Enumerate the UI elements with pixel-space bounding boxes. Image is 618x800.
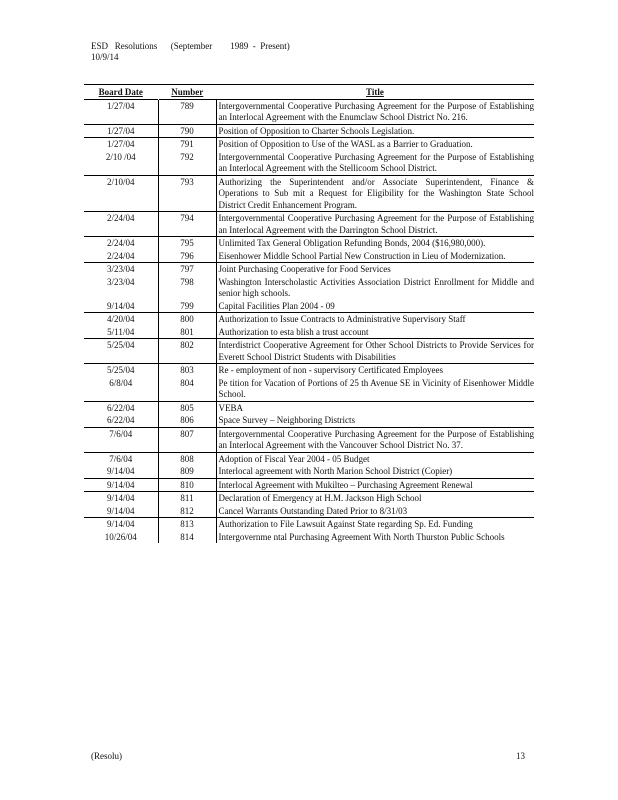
board-date-cell: 6/22/04 xyxy=(84,401,158,414)
resolution-number-cell: 793 xyxy=(158,175,216,212)
table-row xyxy=(84,377,534,402)
table-row xyxy=(84,212,534,237)
resolution-number-cell: 802 xyxy=(158,339,216,364)
table-row xyxy=(84,531,534,544)
table-row xyxy=(84,99,534,124)
resolution-title-cell: Intergovernmental Cooperative Purchasing Agreement for the Purpose of Establishing an Interlocal Agreement with the Darrington School District. xyxy=(216,212,534,237)
table-row xyxy=(84,465,534,478)
resolution-title-cell: Authorizing the Superintendent and/or Associate Superintendent, Finance & Operations to Sub mit a Request for Eligibility for the Washington State School District Credit Enhancement Program. xyxy=(216,175,534,212)
table-row xyxy=(84,427,534,452)
table-row xyxy=(84,326,534,339)
resolution-title-cell: Intergovernmental Cooperative Purchasing Agreement for the Purpose of Establishing an Interlocal Agreement with the Enumclaw School District No. 216. xyxy=(216,99,534,124)
resolution-number-cell: 810 xyxy=(158,478,216,492)
board-date-cell: 2/24/04 xyxy=(106,250,135,261)
table-row xyxy=(84,505,534,518)
column-header-title: Title xyxy=(216,85,534,100)
resolution-number-cell: 812 xyxy=(158,505,216,518)
resolution-title-cell: Space Survey – Neighboring Districts xyxy=(216,414,534,427)
board-date-cell: 9/14/04 xyxy=(84,518,158,531)
board-date-cell: 3/23/04 xyxy=(84,263,158,276)
resolution-number-cell: 801 xyxy=(158,326,216,339)
table-row xyxy=(84,478,534,492)
table-row xyxy=(84,492,534,505)
resolution-title-cell: Authorization to File Lawsuit Against State regarding Sp. Ed. Funding xyxy=(216,518,534,531)
board-date-cell: 1/27/04 xyxy=(84,124,158,138)
table-row xyxy=(84,276,534,300)
table-row xyxy=(84,263,534,276)
resolution-title-cell: Washington Interscholastic Activities Association District Enrollment for Middle and senior high schools. xyxy=(216,276,534,300)
board-date-cell: 9/14/04 xyxy=(84,478,158,492)
board-date-cell: 7/6/04 xyxy=(84,427,158,452)
page-header xyxy=(91,41,290,63)
resolution-title-cell: Interlocal Agreement with Mukilteo – Purchasing Agreement Renewal xyxy=(216,478,534,492)
board-date-cell: 5/25/04 xyxy=(84,364,158,377)
board-date-cell: 5/11/04 xyxy=(107,326,135,337)
resolution-number-cell: 798 xyxy=(158,276,216,300)
resolution-number-cell: 789 xyxy=(158,99,216,124)
resolution-title-cell: Authorization to esta blish a trust account xyxy=(216,326,534,339)
board-date-cell: 2/10 /04 xyxy=(105,151,136,162)
board-date-cell: 5/25/04 xyxy=(84,339,158,364)
resolution-number-cell: 797 xyxy=(158,263,216,276)
table-row xyxy=(84,300,534,313)
resolution-number-cell: 813 xyxy=(158,518,216,531)
header-title: ESD Resolutions (September 1989 - Present) xyxy=(91,41,290,51)
resolution-number-cell: 800 xyxy=(158,313,216,326)
resolution-title-cell: Intergovernmental Cooperative Purchasing Agreement for the Purpose of Establishing an Interlocal Agreement with the Stellicoom School District. xyxy=(216,151,534,176)
resolution-number-cell: 811 xyxy=(158,492,216,505)
table-row xyxy=(84,124,534,138)
table-row xyxy=(84,237,534,250)
board-date-cell: 10/26/04 xyxy=(104,531,137,542)
resolutions-table xyxy=(84,84,534,543)
resolution-number-cell: 806 xyxy=(158,414,216,427)
column-header-board-date: Board Date xyxy=(84,85,158,100)
column-header-number: Number xyxy=(158,85,216,100)
resolution-title-cell: Declaration of Emergency at H.M. Jackson High School xyxy=(216,492,534,505)
resolution-title-cell: Re - employment of non - supervisory Certificated Employees xyxy=(216,364,534,377)
table-header-row xyxy=(84,85,534,100)
footer-label: (Resolu) xyxy=(91,751,122,761)
resolution-number-cell: 794 xyxy=(158,212,216,237)
board-date-cell: 6/22/04 xyxy=(106,415,135,425)
resolution-number-cell: 791 xyxy=(158,138,216,151)
resolution-title-cell: Joint Purchasing Cooperative for Food Services xyxy=(216,263,534,276)
resolution-title-cell: Pe tition for Vacation of Portions of 25 th Avenue SE in Vicinity of Eisenhower Middle School. xyxy=(216,377,534,402)
table-row xyxy=(84,138,534,151)
resolution-number-cell: 814 xyxy=(158,531,216,544)
resolution-title-cell: Capital Facilities Plan 2004 - 09 xyxy=(216,300,534,313)
resolution-title-cell: VEBA xyxy=(216,401,534,414)
resolution-title-cell: Authorization to Issue Contracts to Administrative Supervisory Staff xyxy=(216,313,534,326)
resolution-title-cell: Cancel Warrants Outstanding Dated Prior to 8/31/03 xyxy=(216,505,534,518)
resolution-number-cell: 796 xyxy=(158,250,216,263)
board-date-cell: 1/27/04 xyxy=(84,99,158,124)
resolution-number-cell: 803 xyxy=(158,364,216,377)
resolution-title-cell: Intergovernme ntal Purchasing Agreement With North Thurston Public Schools xyxy=(216,531,534,544)
table-row xyxy=(84,151,534,176)
table-row xyxy=(84,250,534,263)
table-row xyxy=(84,452,534,465)
page-number: 13 xyxy=(516,751,525,761)
board-date-cell: 6/8/04 xyxy=(109,377,133,388)
resolution-number-cell: 804 xyxy=(158,377,216,402)
board-date-cell: 1/27/04 xyxy=(84,138,158,151)
table-row xyxy=(84,364,534,377)
resolution-number-cell: 809 xyxy=(158,465,216,478)
table-row xyxy=(84,313,534,326)
resolution-title-cell: Interlocal agreement with North Marion School District (Copier) xyxy=(216,465,534,478)
board-date-cell: 2/24/04 xyxy=(84,212,158,237)
resolution-number-cell: 792 xyxy=(158,151,216,176)
table-body xyxy=(84,99,534,543)
resolution-title-cell: Position of Opposition to Use of the WASL as a Barrier to Graduation. xyxy=(216,138,534,151)
resolution-number-cell: 805 xyxy=(158,401,216,414)
resolution-number-cell: 790 xyxy=(158,124,216,138)
table-row xyxy=(84,401,534,414)
resolution-title-cell: Unlimited Tax General Obligation Refunding Bonds, 2004 ($16,980,000). xyxy=(216,237,534,250)
table-row xyxy=(84,518,534,531)
table-row xyxy=(84,414,534,427)
board-date-cell: 9/14/04 xyxy=(84,492,158,505)
board-date-cell: 2/24/04 xyxy=(84,237,158,250)
board-date-cell: 9/14/04 xyxy=(106,300,135,311)
board-date-cell: 7/6/04 xyxy=(84,452,158,465)
resolution-title-cell: Intergovernmental Cooperative Purchasing Agreement for the Purpose of Establishing an Interlocal Agreement with the Vancouver School District No. 37. xyxy=(216,427,534,452)
resolution-title-cell: Eisenhower Middle School Partial New Construction in Lieu of Modernization. xyxy=(216,250,534,263)
board-date-cell: 9/14/04 xyxy=(106,505,135,516)
resolution-title-cell: Adoption of Fiscal Year 2004 - 05 Budget xyxy=(216,452,534,465)
board-date-cell: 2/10/04 xyxy=(84,175,158,212)
resolution-number-cell: 795 xyxy=(158,237,216,250)
board-date-cell: 3/23/04 xyxy=(106,276,135,287)
board-date-cell: 9/14/04 xyxy=(106,466,135,476)
resolution-number-cell: 807 xyxy=(158,427,216,452)
resolution-title-cell: Interdistrict Cooperative Agreement for Other School Districts to Provide Services for Everett School District Students with Disabilities xyxy=(216,339,534,364)
table-row xyxy=(84,175,534,212)
resolution-number-cell: 799 xyxy=(158,300,216,313)
resolution-title-cell: Position of Opposition to Charter Schools Legislation. xyxy=(216,124,534,138)
table-row xyxy=(84,339,534,364)
resolution-number-cell: 808 xyxy=(158,452,216,465)
board-date-cell: 4/20/04 xyxy=(84,313,158,326)
header-date: 10/9/14 xyxy=(91,52,119,62)
